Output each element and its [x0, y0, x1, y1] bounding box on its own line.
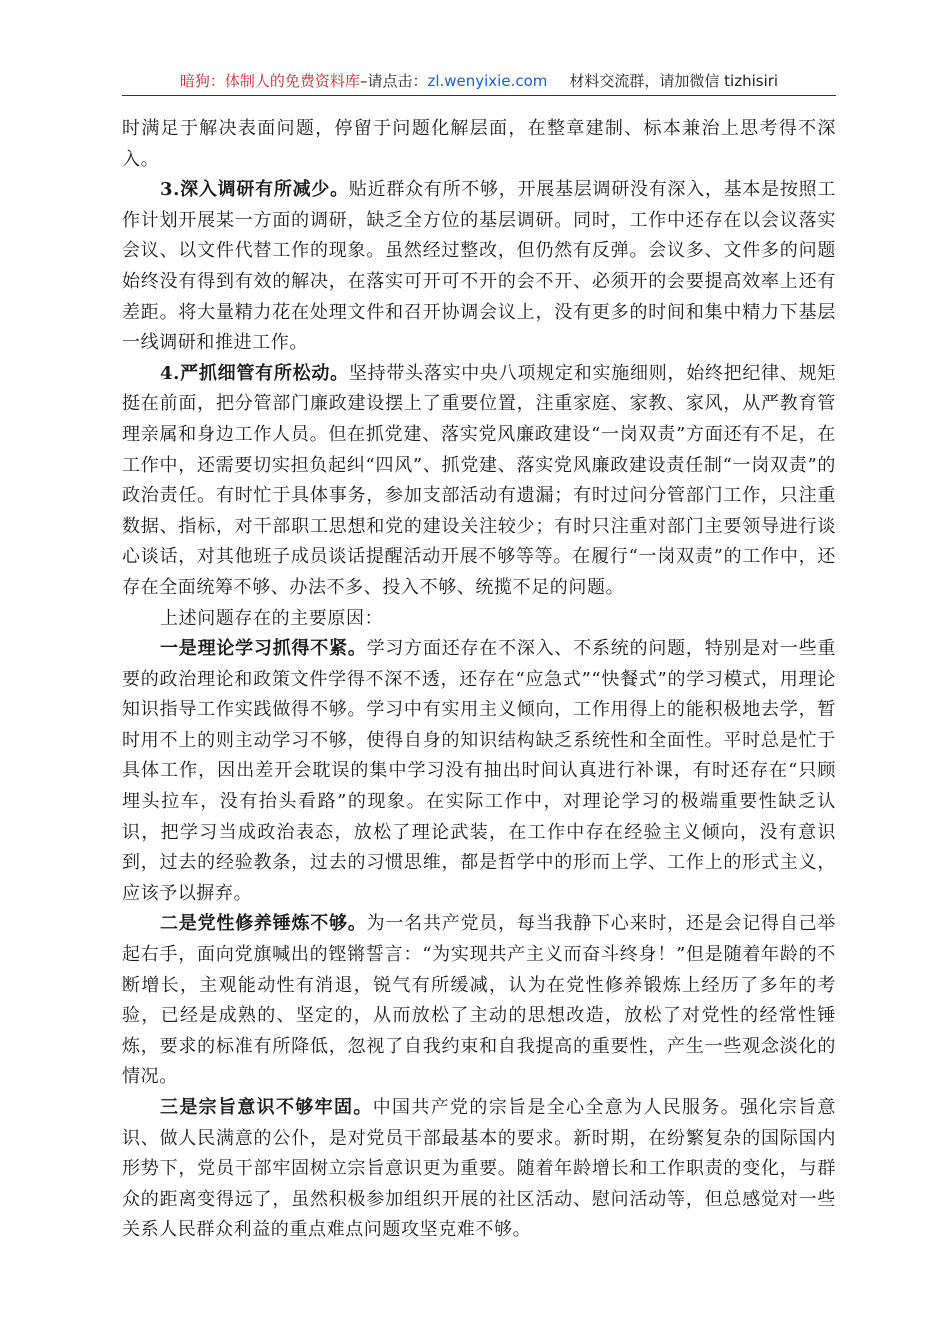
paragraph-heading: 三是宗旨意识不够牢固。: [160, 1097, 373, 1118]
paragraph-research: [122, 175, 836, 359]
header-url-link[interactable]: zl.wenyixie.com: [427, 72, 548, 90]
header-click-prefix: –请点击：: [359, 72, 428, 90]
paragraph-text: 坚持带头落实中央八项规定和实施细则，始终把纪律、规矩挺在前面，把分管部门廉政建设摆上了重要位置，注重家庭、家教、家风，从严教育管理亲属和身边工作人员。但在抓党建、落实党风廉政建设“一岗双责”方面还有不足，在工作中，还需要切实担负起纠“四风”、抓党建、落实党风廉政建设责任制“一岗双责”的政治责任。有时忙于具体事务，参加支部活动有遗漏；有时过问分管部门工作，只注重数据、指标，对干部职工思想和党的建设关注较少；有时只注重对部门主要领导进行谈心谈话，对其他班子成员谈话提醒活动开展不够等等。在履行“一岗双责”的工作中，还存在全面统筹不够、办法不多、投入不够、统揽不足的问题。: [122, 362, 836, 598]
paragraph-heading: 一是理论学习抓得不紧。: [160, 638, 367, 660]
paragraph-text: 中国共产党的宗旨是全心全意为人民服务。强化宗旨意识、做人民满意的公仆，是对党员干部最基本的要求。新时期，在纷繁复杂的国际国内形势下，党员干部牢固树立宗旨意识更为重要。随着年龄增长和工作职责的变化，与群众的距离变得远了，虽然积极参加组织开展的社区活动、慰问活动等，但总感觉对一些关系人民群众利益的重点难点问题攻坚克难不够。: [122, 1097, 836, 1241]
header-group-text: 材料交流群，请加微信 tizhisiri: [569, 72, 779, 90]
paragraph-heading: 二是党性修养锤炼不够。: [160, 913, 367, 935]
paragraph-text: 学习方面还存在不深入、不系统的问题，特别是对一些重要的政治理论和政策文件学得不深不透，还存在“应急式”“快餐式”的学习模式，用理论知识指导工作实践做得不够。学习中有实用主义倾向，工作用得上的能积极地去学，暂时用不上的则主动学习不够，使得自身的知识结构缺乏系统性和全面性。平时总是忙于具体工作，因出差开会耽误的集中学习没有抽出时间认真进行补课，有时还存在“只顾埋头拉车，没有抬头看路”的现象。在实际工作中，对理论学习的极端重要性缺乏认识，把学习当成政治表态，放松了理论武装，在工作中存在经验主义倾向，没有意识到，过去的经验教条，过去的习惯思维，都是哲学中的形而上学、工作上的形式主义，应该予以摒弃。: [122, 638, 836, 904]
paragraph-heading: 3.深入调研有所减少。: [160, 179, 349, 201]
paragraph-management: [122, 359, 836, 604]
paragraph-purpose-awareness: [122, 1093, 836, 1246]
header-divider: [122, 95, 836, 96]
paragraph-text: 上述问题存在的主要原因：: [160, 607, 384, 629]
paragraph-theory-study: [122, 634, 836, 909]
header-brand: 暗狗：体制人的免费资料库: [179, 72, 360, 90]
paragraph-heading: 4.严抓细管有所松动。: [160, 362, 349, 384]
document-body: [122, 114, 836, 1246]
paragraph-text: 时满足于解决表面问题，停留于问题化解层面，在整章建制、标本兼治上思考得不深入。: [122, 118, 836, 170]
paragraph-text: 为一名共产党员，每当我静下心来时，还是会记得自己举起右手，面向党旗喊出的铿锵誓言：“为实现共产主义而奋斗终身！”但是随着年龄的不断增长，主观能动性有消退，锐气有所缓减，认为在党性修养锻炼上经历了多年的考验，已经是成熟的、坚定的，从而放松了主动的思想改造，放松了对党性的经常性锤炼，要求的标准有所降低，忽视了自我约束和自我提高的重要性，产生一些观念淡化的情况。: [122, 913, 836, 1088]
paragraph-causes-intro: [122, 604, 836, 635]
paragraph-text: 贴近群众有所不够，开展基层调研没有深入，基本是按照工作计划开展某一方面的调研，缺乏全方位的基层调研。同时，工作中还存在以会议落实会议、以文件代替工作的现象。虽然经过整改，但仍然有反弹。会议多、文件多的问题始终没有得到有效的解决，在落实可开可不开的会不开、必须开的会要提高效率上还有差距。将大量精力花在处理文件和召开协调会议上，没有更多的时间和集中精力下基层一线调研和推进工作。: [122, 179, 836, 354]
paragraph-party-spirit: [122, 909, 836, 1093]
page-header: [122, 70, 836, 94]
paragraph-continuation: [122, 114, 836, 175]
